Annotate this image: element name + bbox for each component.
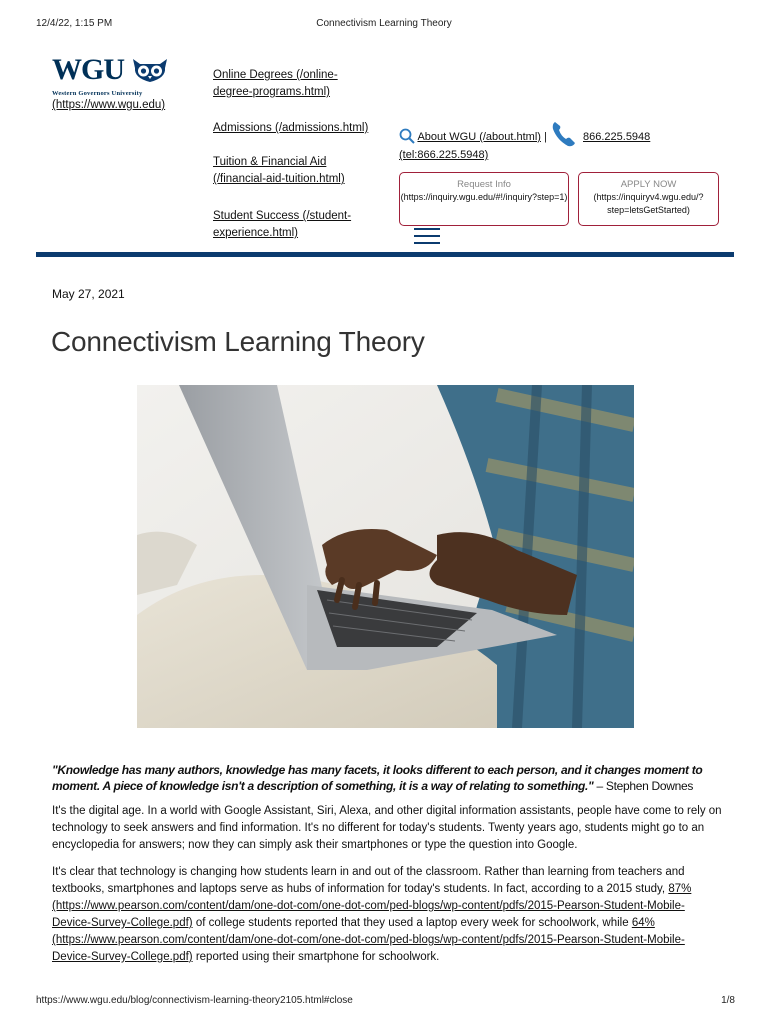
utility-separator: | [544,131,547,143]
nav-admissions[interactable]: Admissions (/admissions.html) [213,122,369,134]
pull-quote [52,762,718,794]
hamburger-menu-icon[interactable] [414,228,440,246]
apply-now-label: APPLY NOW [620,179,677,190]
publish-date: May 27, 2021 [52,287,125,301]
logo-university-name: Western Governors University [52,90,143,97]
request-info-button[interactable] [399,172,569,226]
nav-tuition-financial-aid[interactable]: Tuition & Financial Aid (/financial-aid-tuition.html) [213,156,345,185]
paragraph-2-start: It's clear that technology is changing how students learn in and out of the classroom. Rather than learning from teachers and textbooks, smartphones and laptops serve as hubs of information for today's students. In fact, according to a 2015 study, [52,866,685,895]
wgu-logo[interactable] [52,53,180,111]
print-doc-title: Connectivism Learning Theory [316,18,452,29]
phone-icon[interactable] [550,120,576,151]
apply-now-button[interactable] [578,172,719,226]
request-info-url: (https://inquiry.wgu.edu/#!/inquiry?step=1) [400,192,568,202]
print-datetime: 12/4/22, 1:15 PM [36,18,113,29]
owl-logo-icon [130,56,170,89]
logo-home-link[interactable]: (https://www.wgu.edu) [52,99,166,111]
about-wgu-link[interactable]: About WGU (/about.html) [417,131,541,143]
apply-now-url: (https://inquiryv4.wgu.edu/?step=letsGetStarted) [593,192,704,215]
print-header [0,18,768,32]
print-footer-url: https://www.wgu.edu/blog/connectivism-learning-theory2105.html#close [36,995,353,1006]
pearson-study-link-87[interactable]: 87% (https://www.pearson.com/content/dam/one-dot-com/one-dot-com/ped-blogs/wp-content/pdfs/2015-Pearson-Student-Mobile-Device-Survey-College.pdf) [52,883,692,929]
paragraph-2-end: reported using their smartphone for schoolwork. [195,951,440,963]
logo-wordmark: WGU [52,53,124,86]
hero-image-laptop-typing [137,385,634,728]
tel-link[interactable]: (tel:866.225.5948) [399,149,489,161]
quote-author: – Stephen Downes [596,779,694,793]
paragraph-2-mid: of college students reported that they used a laptop every week for schoolwork, while [195,917,629,929]
print-page-number: 1/8 [721,995,735,1006]
request-info-label: Request Info [457,179,511,190]
phone-number-link[interactable]: 866.225.5948 [583,131,651,143]
quote-text: "Knowledge has many authors, knowledge has many facets, it looks different to each person, and it changes moment to moment. A piece of knowledge isn't a description of something, it is a way of relating to something." [52,763,703,793]
search-icon[interactable] [399,128,415,147]
utility-bar [399,120,650,151]
nav-online-degrees[interactable]: Online Degrees (/online-degree-programs.html) [213,69,338,98]
paragraph-1: It's the digital age. In a world with Google Assistant, Siri, Alexa, and other digital information assistants, people have come to rely on technology to seek answers and find information. It's no different for today's students. Twenty years ago, students might go to an encyclopedia for answers; now they can simply ask their smartphones or type the question into Google. [52,805,722,851]
article-title: Connectivism Learning Theory [51,326,425,357]
nav-student-success[interactable]: Student Success (/student-experience.html) [213,210,352,239]
header-divider [36,252,734,257]
pearson-study-link-64[interactable]: 64% (https://www.pearson.com/content/dam/one-dot-com/one-dot-com/ped-blogs/wp-content/pdfs/2015-Pearson-Student-Mobile-Device-Survey-College.pdf) [52,917,685,963]
paragraph-2 [52,864,722,966]
